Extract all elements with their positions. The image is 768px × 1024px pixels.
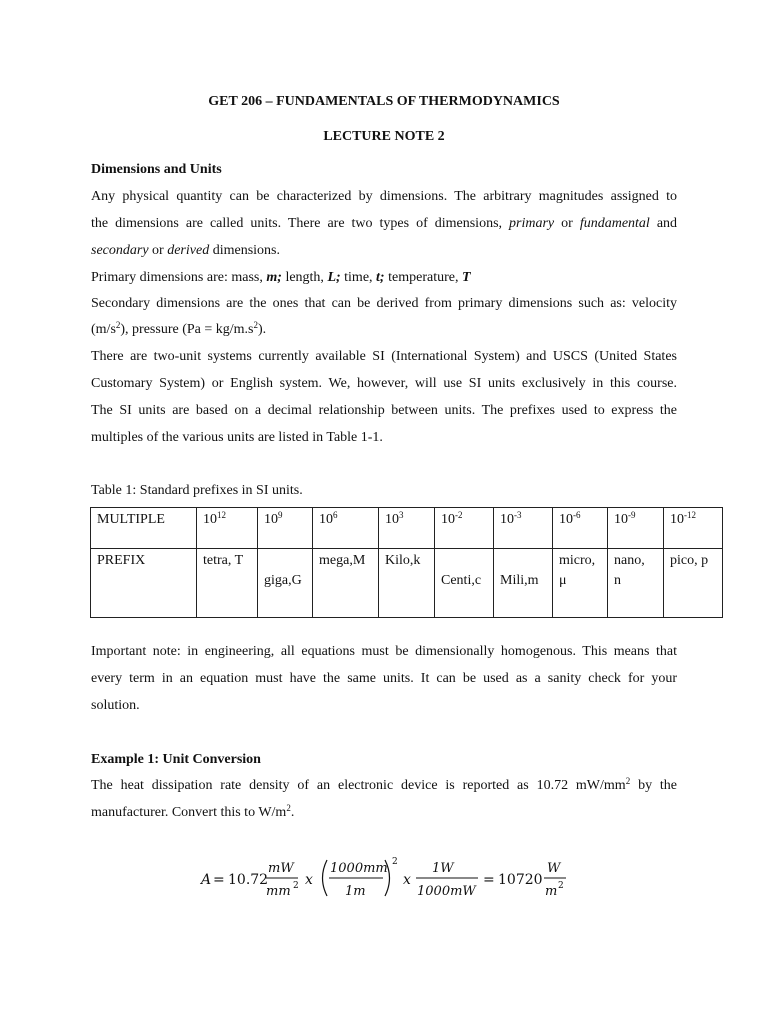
paragraph-line: Customary System) or English system. We, however, will use SI units exclusively in this course. xyxy=(91,376,677,391)
table-row-prefix xyxy=(91,549,723,618)
table-cell: pico, p xyxy=(664,549,723,618)
paragraph-line: multiples of the various units are listed in Table 1-1. xyxy=(91,430,383,445)
document-subtitle: LECTURE NOTE 2 xyxy=(323,129,445,144)
paragraph-line: manufacturer. Convert this to $W/m^2$. xyxy=(91,803,295,820)
eq-fraction-numerator: 1W xyxy=(432,861,454,876)
table-cell: $10^{-9}$ xyxy=(608,508,664,549)
table-cell: $10^{12}$ xyxy=(197,508,258,549)
example-heading: Example 1: Unit Conversion xyxy=(91,752,261,767)
paragraph-line: the dimensions are called units. There are two types of dimensions, primary or fundamental and xyxy=(91,216,678,231)
table-cell: micro, μ xyxy=(553,549,608,618)
eq-lhs: A xyxy=(201,872,212,888)
eq-exponent: 2 xyxy=(392,857,398,867)
paragraph-line: Any physical quantity can be characterized by dimensions. The arbitrary magnitudes assigned to xyxy=(91,189,677,204)
eq-fraction-denominator: 1m xyxy=(345,884,366,898)
document-title: GET 206 – FUNDAMENTALS OF THERMODYNAMICS xyxy=(208,94,560,109)
table-row-multiple xyxy=(91,508,723,549)
section-heading-dimensions: Dimensions and Units xyxy=(91,162,222,177)
paragraph-line: every term in an equation must have the same units. It can be used as a sanity check for your xyxy=(91,671,677,686)
conversion-equation xyxy=(0,852,768,898)
eq-exponent: 2 xyxy=(558,881,564,891)
table-cell: $10^{-6}$ xyxy=(553,508,608,549)
eq-equals: = xyxy=(213,872,225,888)
paragraph-line: Secondary dimensions are the ones that can be derived from primary dimensions such as: velocity xyxy=(91,296,677,311)
si-prefix-table xyxy=(90,507,723,618)
table-caption: Table 1: Standard prefixes in SI units. xyxy=(91,483,303,498)
left-paren xyxy=(323,860,328,896)
paragraph-line: The SI units are based on a decimal relationship between units. The prefixes used to express the xyxy=(91,403,677,418)
paragraph-line: There are two-unit systems currently available SI (International System) and USCS (United States xyxy=(91,349,677,364)
table-cell: $10^{-3}$ xyxy=(494,508,553,549)
eq-fraction-numerator: W xyxy=(547,861,561,876)
eq-fraction-denominator: m xyxy=(545,884,558,898)
paragraph-line: secondary or derived dimensions. xyxy=(91,243,280,258)
paragraph-line: Important note: in engineering, all equations must be dimensionally homogenous. This means that xyxy=(91,644,677,659)
primary-dimensions-line: Primary dimensions are: mass, m; length, L; time, t; temperature, T xyxy=(91,270,471,285)
eq-equals: = xyxy=(483,872,495,888)
paragraph-line: solution. xyxy=(91,698,140,713)
table-cell: $10^6$ xyxy=(313,508,379,549)
eq-fraction-denominator: mm xyxy=(266,884,291,898)
eq-fraction-numerator: mW xyxy=(268,861,294,876)
eq-times: x xyxy=(403,872,411,888)
eq-fraction-denominator: 1000mW xyxy=(417,884,476,898)
paragraph-line: The heat dissipation rate density of an electronic device is reported as 10.72 $mW/mm^2$ by the xyxy=(91,776,678,793)
eq-result: 10720 xyxy=(498,872,543,888)
table-cell: $10^{-2}$ xyxy=(435,508,494,549)
table-cell: giga,G xyxy=(258,549,313,618)
eq-exponent: 2 xyxy=(293,881,299,891)
table-cell: nano, n xyxy=(608,549,664,618)
table-cell: Mili,m xyxy=(494,549,553,618)
eq-coefficient: 10.72 xyxy=(228,872,269,888)
eq-times: x xyxy=(305,872,313,888)
table-cell-label: PREFIX xyxy=(91,549,197,618)
table-cell: Kilo,k xyxy=(379,549,435,618)
table-cell: $10^9$ xyxy=(258,508,313,549)
table-cell: tetra, T xyxy=(197,549,258,618)
table-cell-label: MULTIPLE xyxy=(91,508,197,549)
table-cell: $10^{-12}$ xyxy=(664,508,723,549)
paragraph-line: $(m/s^2)$, pressure $(Pa = kg/m.s^2)$. xyxy=(91,320,267,337)
eq-fraction-numerator: 1000mm xyxy=(330,861,388,876)
table-cell: mega,M xyxy=(313,549,379,618)
table-cell: Centi,c xyxy=(435,549,494,618)
table-cell: $10^3$ xyxy=(379,508,435,549)
